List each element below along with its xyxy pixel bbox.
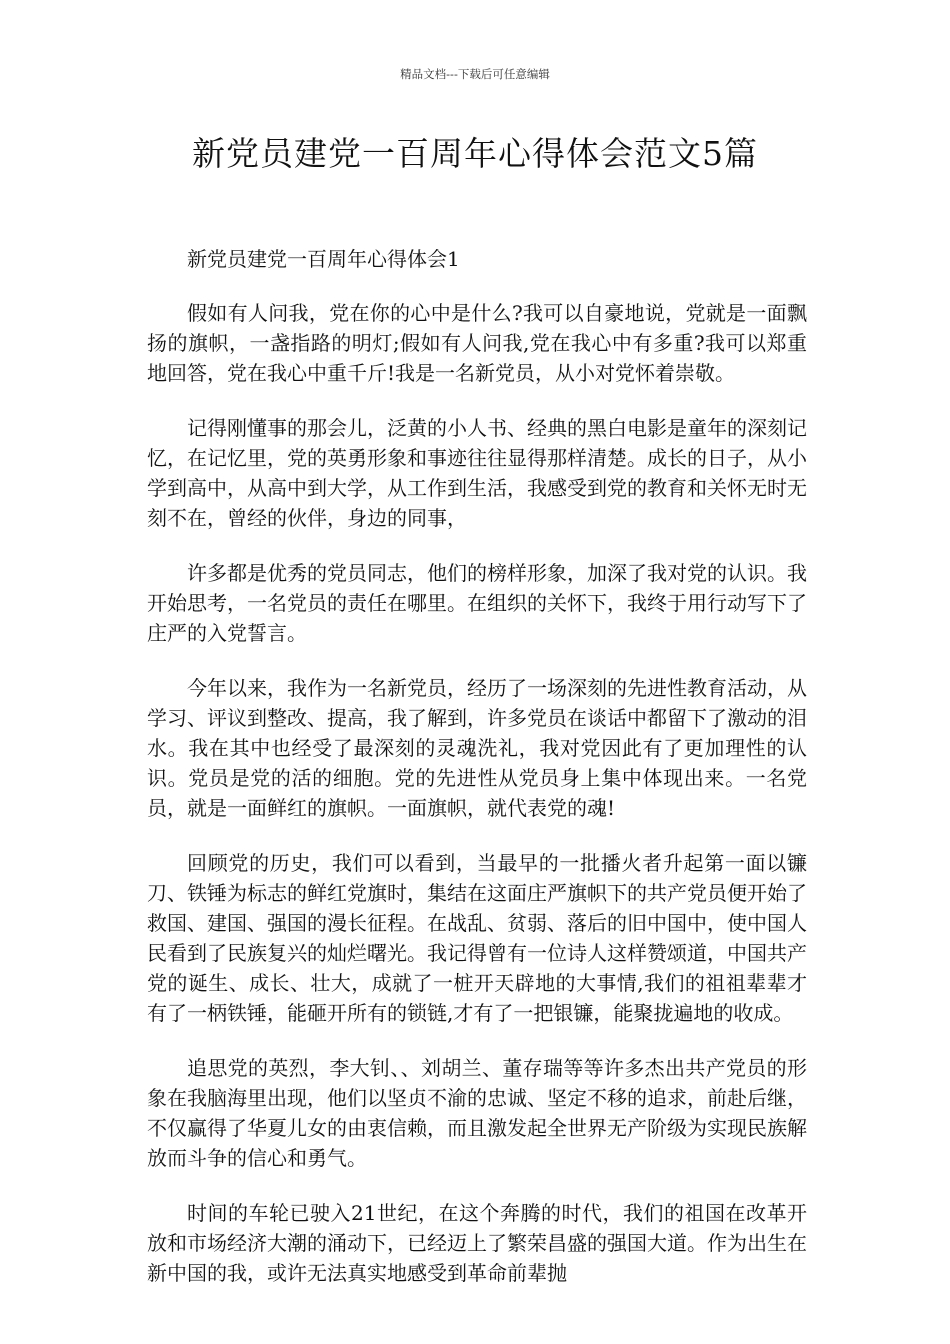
section-heading: 新党员建党一百周年心得体会1 [187, 247, 460, 271]
document-body [147, 244, 807, 1313]
paragraph-5: 回顾党的历史，我们可以看到，当最早的一批播火者升起第一面以镰刀、铁锤为标志的鲜红党旗时，集结在这面庄严旗帜下的共产党员便开始了救国、建国、强国的漫长征程。在战乱、贫弱、落后的旧中国中，使中国人民看到了民族复兴的灿烂曙光。我记得曾有一位诗人这样赞颂道，中国共产党的诞生、成长、壮大，成就了一桩开天辟地的大事情,我们的祖祖辈辈才有了一柄铁锤，能砸开所有的锁链,才有了一把银镰，能聚拢遍地的收成。 [147, 851, 807, 1025]
document-title: 新党员建党一百周年心得体会范文5篇 [192, 134, 758, 173]
paragraph-4: 今年以来，我作为一名新党员，经历了一场深刻的先进性教育活动，从学习、评议到整改、提高，我了解到，许多党员在谈话中都留下了激动的泪水。我在其中也经受了最深刻的灵魂洗礼，我对党因此有了更加理性的认识。党员是党的活的细胞。党的先进性从党员身上集中体现出来。一名党员，就是一面鲜红的旗帜。一面旗帜，就代表党的魂! [147, 676, 807, 820]
paragraph-6: 追思党的英烈，李大钊、、刘胡兰、董存瑞等等许多杰出共产党员的形象在我脑海里出现，他们以坚贞不渝的忠诚、坚定不移的追求，前赴后继，不仅赢得了华夏儿女的由衷信赖，而且激发起全世界无产阶级为实现民族解放而斗争的信心和勇气。 [147, 1056, 807, 1170]
paragraph-2: 记得刚懂事的那会儿，泛黄的小人书、经典的黑白电影是童年的深刻记忆，在记忆里，党的英勇形象和事迹往往显得那样清楚。成长的日子，从小学到高中，从高中到大学，从工作到生活，我感受到党的教育和关怀无时无刻不在，曾经的伙伴，身边的同事， [147, 416, 807, 530]
paragraph-7: 时间的车轮已驶入21世纪，在这个奔腾的时代，我们的祖国在改革开放和市场经济大潮的涌动下，已经迈上了繁荣昌盛的强国大道。作为出生在新中国的我，或许无法真实地感受到革命前辈抛 [147, 1201, 807, 1285]
paragraph-1: 假如有人问我，党在你的心中是什么?我可以自豪地说，党就是一面飘扬的旗帜，一盏指路的明灯;假如有人问我,党在我心中有多重?我可以郑重地回答，党在我心中重千斤!我是一名新党员，从小对党怀着崇敬。 [147, 301, 807, 385]
paragraph-3: 许多都是优秀的党员同志，他们的榜样形象，加深了我对党的认识。我开始思考，一名党员的责任在哪里。在组织的关怀下，我终于用行动写下了庄严的入党誓言。 [147, 561, 807, 645]
page-header: 精品文档---下载后可任意编辑 [400, 67, 550, 81]
